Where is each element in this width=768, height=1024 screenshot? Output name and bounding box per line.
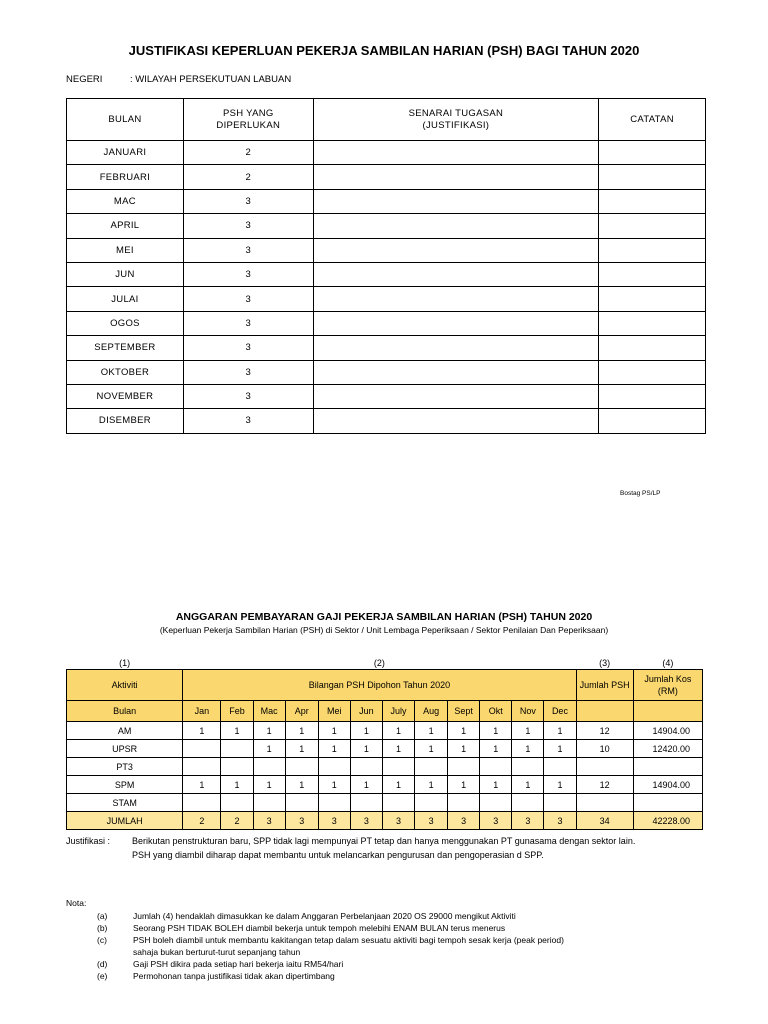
table-row: [67, 214, 706, 238]
value-cell: [382, 794, 414, 812]
value-cell: 1: [415, 776, 448, 794]
bulan-cell: NOVEMBER: [67, 384, 184, 408]
value-cell: 1: [183, 776, 221, 794]
jumlah-kos-cell: 14904.00: [633, 776, 702, 794]
catatan-cell: [599, 311, 706, 335]
value-cell: 3: [318, 812, 350, 830]
value-cell: 1: [350, 722, 382, 740]
table-row: [67, 141, 706, 165]
value-cell: 1: [221, 776, 253, 794]
bulan-cell: OGOS: [67, 311, 184, 335]
value-cell: 1: [512, 776, 544, 794]
value-cell: 1: [544, 776, 576, 794]
month-header: Feb: [221, 701, 253, 722]
table-row: [67, 409, 706, 433]
aktiviti-cell: STAM: [67, 794, 183, 812]
psh-cell: 3: [183, 238, 313, 262]
psh-cell: 3: [183, 262, 313, 286]
senarai-cell: [313, 165, 598, 189]
value-cell: 1: [253, 722, 285, 740]
jumlah-psh-cell: 10: [576, 740, 633, 758]
catatan-cell: [599, 141, 706, 165]
psh-cell: 3: [183, 189, 313, 213]
value-cell: [415, 758, 448, 776]
catatan-cell: [599, 262, 706, 286]
senarai-cell: [313, 336, 598, 360]
month-header: Mac: [253, 701, 285, 722]
value-cell: 1: [544, 722, 576, 740]
value-cell: 1: [382, 722, 414, 740]
justification-table: [66, 98, 706, 434]
value-cell: 1: [318, 722, 350, 740]
page-title: JUSTIFIKASI KEPERLUAN PEKERJA SAMBILAN HARIAN (PSH) BAGI TAHUN 2020: [128, 43, 640, 58]
psh-cell: 3: [183, 311, 313, 335]
value-cell: 1: [480, 740, 512, 758]
psh-cell: 2: [183, 141, 313, 165]
month-header: Aug: [415, 701, 448, 722]
value-cell: 3: [448, 812, 480, 830]
senarai-cell: [313, 384, 598, 408]
nota-text-line: sahaja bukan berturut-turut sepanjang tahun: [133, 947, 301, 957]
senarai-cell: [313, 360, 598, 384]
value-cell: 3: [544, 812, 576, 830]
catatan-cell: [599, 287, 706, 311]
header-bilangan: Bilangan PSH Dipohon Tahun 2020: [183, 670, 576, 701]
value-cell: 2: [221, 812, 253, 830]
justifikasi-label: Justifikasi :: [66, 836, 111, 846]
value-cell: [544, 758, 576, 776]
value-cell: 1: [382, 776, 414, 794]
jumlah-kos-cell: 14904.00: [633, 722, 702, 740]
negeri-value: : WILAYAH PERSEKUTUAN LABUAN: [130, 74, 292, 85]
value-cell: [480, 758, 512, 776]
jumlah-kos-cell: 42228.00: [633, 812, 702, 830]
bulan-cell: MEI: [67, 238, 184, 262]
header-bulan: Bulan: [67, 701, 183, 722]
value-cell: 1: [350, 740, 382, 758]
nota-item: [97, 970, 673, 982]
nota-key: (c): [97, 935, 107, 945]
table-row: [67, 740, 703, 758]
nota-text: [133, 922, 673, 934]
bulan-cell: JANUARI: [67, 141, 184, 165]
header-senarai: SENARAI TUGASAN (JUSTIFIKASI): [313, 99, 598, 141]
value-cell: 1: [382, 740, 414, 758]
aktiviti-cell: UPSR: [67, 740, 183, 758]
jumlah-kos-cell: [633, 794, 702, 812]
value-cell: 3: [382, 812, 414, 830]
value-cell: [183, 758, 221, 776]
nota-text-line: Gaji PSH dikira pada setiap hari bekerja iaitu RM54/hari: [133, 959, 344, 969]
justifikasi-text: [132, 834, 732, 862]
value-cell: 1: [512, 740, 544, 758]
table-row: [67, 311, 706, 335]
psh-cell: 3: [183, 214, 313, 238]
month-header: July: [382, 701, 414, 722]
value-cell: [480, 794, 512, 812]
nota-text-line: Jumlah (4) hendaklah dimasukkan ke dalam Anggaran Perbelanjaan 2020 OS 29000 mengikut Aktiviti: [133, 911, 516, 921]
value-cell: 3: [512, 812, 544, 830]
nota-key: (a): [97, 911, 108, 921]
negeri-label: NEGERI: [66, 74, 103, 85]
section-subtitle: (Keperluan Pekerja Sambilan Harian (PSH) di Sektor / Unit Lembaga Peperiksaan / Sektor Penilaian Dan Peperiksaan): [159, 625, 609, 635]
justifikasi-line-2: PSH yang diambil diharap dapat membantu untuk melancarkan pengurusan dan pengoperasian d SPP.: [132, 850, 544, 860]
nota-list: [97, 910, 673, 982]
value-cell: [318, 794, 350, 812]
value-cell: 3: [415, 812, 448, 830]
table-row: [67, 722, 703, 740]
table-row: [67, 384, 706, 408]
value-cell: 3: [480, 812, 512, 830]
aktiviti-cell: SPM: [67, 776, 183, 794]
form-code: Bostag PS/LP: [620, 490, 661, 497]
value-cell: 1: [285, 776, 318, 794]
jumlah-psh-cell: [576, 758, 633, 776]
psh-cell: 3: [183, 409, 313, 433]
value-cell: 1: [350, 776, 382, 794]
psh-cell: 2: [183, 165, 313, 189]
nota-item: [97, 934, 673, 958]
month-header: Nov: [512, 701, 544, 722]
nota-text-line: Seorang PSH TIDAK BOLEH diambil bekerja untuk tempoh melebihi ENAM BULAN terus menerus: [133, 923, 506, 933]
header-aktiviti: Aktiviti: [67, 670, 183, 701]
bulan-cell: MAC: [67, 189, 184, 213]
value-cell: 1: [480, 722, 512, 740]
month-header: Okt: [480, 701, 512, 722]
value-cell: 3: [253, 812, 285, 830]
catatan-cell: [599, 238, 706, 262]
header-blank: [576, 701, 633, 722]
table-row: [67, 776, 703, 794]
value-cell: 1: [448, 776, 480, 794]
catatan-cell: [599, 214, 706, 238]
senarai-cell: [313, 311, 598, 335]
value-cell: 1: [221, 722, 253, 740]
value-cell: [221, 740, 253, 758]
psh-cell: 3: [183, 360, 313, 384]
value-cell: [382, 758, 414, 776]
table-row: [67, 262, 706, 286]
jumlah-psh-cell: [576, 794, 633, 812]
aktiviti-cell: AM: [67, 722, 183, 740]
value-cell: [285, 794, 318, 812]
value-cell: 1: [544, 740, 576, 758]
nota-text-line: Permohonan tanpa justifikasi tidak akan dipertimbang: [133, 971, 335, 981]
table-row: [67, 336, 706, 360]
table-row: [67, 360, 706, 384]
bulan-cell: APRIL: [67, 214, 184, 238]
table-row: [67, 165, 706, 189]
aktiviti-cell: PT3: [67, 758, 183, 776]
value-cell: 1: [253, 740, 285, 758]
nota-label: Nota:: [66, 898, 87, 908]
header-blank: [633, 701, 702, 722]
nota-text: [133, 910, 673, 922]
nota-text: [133, 934, 673, 958]
value-cell: 1: [448, 740, 480, 758]
month-header: Sept: [448, 701, 480, 722]
section-title: ANGGARAN PEMBAYARAN GAJI PEKERJA SAMBILAN HARIAN (PSH) TAHUN 2020: [175, 611, 593, 623]
month-header: Dec: [544, 701, 576, 722]
header-jumlah-kos: Jumlah Kos (RM): [633, 670, 702, 701]
nota-key: (e): [97, 971, 108, 981]
value-cell: 1: [183, 722, 221, 740]
value-cell: 1: [415, 740, 448, 758]
psh-cell: 3: [183, 384, 313, 408]
month-header: Mei: [318, 701, 350, 722]
col-index-1: (1): [67, 657, 183, 670]
table-row: [67, 287, 706, 311]
table-row: [67, 189, 706, 213]
nota-text: [133, 958, 673, 970]
month-header: Apr: [285, 701, 318, 722]
value-cell: [448, 794, 480, 812]
senarai-cell: [313, 189, 598, 213]
senarai-cell: [313, 287, 598, 311]
value-cell: 1: [318, 776, 350, 794]
value-cell: [415, 794, 448, 812]
senarai-cell: [313, 262, 598, 286]
header-jumlah-psh: Jumlah PSH: [576, 670, 633, 701]
header-bulan: BULAN: [67, 99, 184, 141]
catatan-cell: [599, 360, 706, 384]
value-cell: [253, 758, 285, 776]
header-catatan: CATATAN: [599, 99, 706, 141]
value-cell: [512, 758, 544, 776]
catatan-cell: [599, 189, 706, 213]
catatan-cell: [599, 336, 706, 360]
aktiviti-cell: JUMLAH: [67, 812, 183, 830]
value-cell: [512, 794, 544, 812]
senarai-cell: [313, 214, 598, 238]
value-cell: 1: [318, 740, 350, 758]
nota-item: [97, 922, 673, 934]
value-cell: 3: [285, 812, 318, 830]
nota-text-line: PSH boleh diambil untuk membantu kakitangan tetap dalam sesuatu aktiviti bagi tempoh sesak kerja (peak period): [133, 935, 564, 945]
senarai-cell: [313, 409, 598, 433]
month-header: Jan: [183, 701, 221, 722]
value-cell: 1: [448, 722, 480, 740]
value-cell: 1: [253, 776, 285, 794]
value-cell: [350, 794, 382, 812]
bulan-cell: DISEMBER: [67, 409, 184, 433]
nota-key: (b): [97, 923, 108, 933]
catatan-cell: [599, 409, 706, 433]
bulan-cell: JUN: [67, 262, 184, 286]
value-cell: [448, 758, 480, 776]
value-cell: [221, 758, 253, 776]
bulan-cell: SEPTEMBER: [67, 336, 184, 360]
value-cell: [544, 794, 576, 812]
total-row: [67, 812, 703, 830]
jumlah-psh-cell: 34: [576, 812, 633, 830]
table-row: [67, 794, 703, 812]
jumlah-psh-cell: 12: [576, 722, 633, 740]
value-cell: 1: [285, 722, 318, 740]
jumlah-kos-cell: [633, 758, 702, 776]
header-psh: PSH YANG DIPERLUKAN: [183, 99, 313, 141]
value-cell: 2: [183, 812, 221, 830]
psh-cell: 3: [183, 287, 313, 311]
value-cell: 3: [350, 812, 382, 830]
bulan-cell: OKTOBER: [67, 360, 184, 384]
senarai-cell: [313, 238, 598, 262]
nota-text: [133, 970, 673, 982]
jumlah-psh-cell: 12: [576, 776, 633, 794]
value-cell: [183, 740, 221, 758]
col-index-2: (2): [183, 657, 576, 670]
value-cell: [318, 758, 350, 776]
table-row: [67, 238, 706, 262]
value-cell: [285, 758, 318, 776]
catatan-cell: [599, 384, 706, 408]
catatan-cell: [599, 165, 706, 189]
value-cell: [221, 794, 253, 812]
value-cell: [183, 794, 221, 812]
value-cell: 1: [415, 722, 448, 740]
table-row: [67, 758, 703, 776]
value-cell: [253, 794, 285, 812]
nota-item: [97, 910, 673, 922]
bulan-cell: JULAI: [67, 287, 184, 311]
col-index-3: (3): [576, 657, 633, 670]
value-cell: 1: [480, 776, 512, 794]
value-cell: [350, 758, 382, 776]
value-cell: 1: [512, 722, 544, 740]
negeri-line: [66, 74, 291, 85]
col-index-4: (4): [633, 657, 702, 670]
psh-cell: 3: [183, 336, 313, 360]
payment-table: [66, 657, 703, 830]
justifikasi-line-1: Berikutan penstrukturan baru, SPP tidak lagi mempunyai PT tetap dan hanya menggunakan PT gunasama dengan sektor lain.: [132, 836, 636, 846]
nota-key: (d): [97, 959, 108, 969]
senarai-cell: [313, 141, 598, 165]
bulan-cell: FEBRUARI: [67, 165, 184, 189]
jumlah-kos-cell: 12420.00: [633, 740, 702, 758]
nota-item: [97, 958, 673, 970]
value-cell: 1: [285, 740, 318, 758]
month-header: Jun: [350, 701, 382, 722]
